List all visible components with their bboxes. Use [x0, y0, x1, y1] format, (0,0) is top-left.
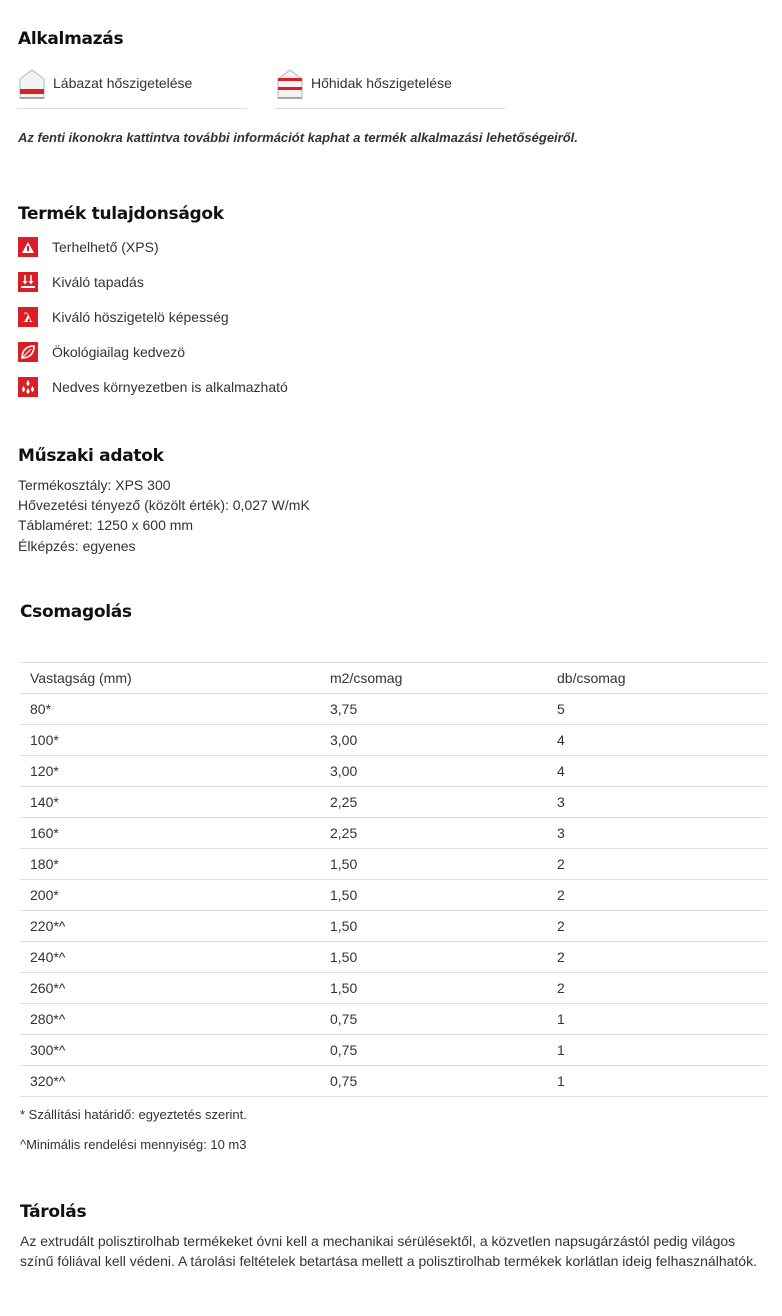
cell-m2: 1,50 — [320, 880, 547, 911]
property-label: Kiváló tapadás — [52, 274, 144, 290]
cell-thickness: 300*^ — [20, 1035, 320, 1066]
section-title-application: Alkalmazás — [18, 29, 124, 49]
load-bearing-icon — [18, 237, 38, 257]
cell-m2: 2,25 — [320, 818, 547, 849]
table-row — [20, 880, 767, 911]
column-header-thickness: Vastagság (mm) — [20, 663, 320, 694]
section-title-technical: Műszaki adatok — [18, 446, 164, 466]
property-label: Ökológiailag kedvezö — [52, 344, 186, 360]
table-row — [20, 911, 767, 942]
cell-m2: 1,50 — [320, 942, 547, 973]
cell-pcs: 3 — [547, 818, 767, 849]
cell-m2: 3,00 — [320, 725, 547, 756]
cell-pcs: 5 — [547, 694, 767, 725]
cell-m2: 3,00 — [320, 756, 547, 787]
cell-m2: 0,75 — [320, 1035, 547, 1066]
cell-thickness: 120* — [20, 756, 320, 787]
application-item-thermal-bridge[interactable] — [275, 65, 505, 109]
cell-m2: 0,75 — [320, 1004, 547, 1035]
cell-pcs: 2 — [547, 880, 767, 911]
section-title-storage: Tárolás — [20, 1202, 87, 1222]
cell-pcs: 4 — [547, 756, 767, 787]
cell-thickness: 280*^ — [20, 1004, 320, 1035]
section-title-packaging: Csomagolás — [20, 602, 132, 622]
property-label: Kiváló höszigetelö képesség — [52, 309, 229, 325]
thermal-bridge-insulation-icon — [275, 67, 305, 101]
cell-pcs: 3 — [547, 787, 767, 818]
spec-product-class: Termékosztály: XPS 300 — [18, 477, 171, 493]
cell-thickness: 100* — [20, 725, 320, 756]
water-drops-icon — [18, 377, 38, 397]
cell-m2: 1,50 — [320, 849, 547, 880]
cell-m2: 1,50 — [320, 911, 547, 942]
lambda-icon — [18, 307, 38, 327]
cell-thickness: 240*^ — [20, 942, 320, 973]
cell-pcs: 1 — [547, 1066, 767, 1097]
footnote-delivery: * Szállítási határidő: egyeztetés szerint. — [20, 1107, 247, 1122]
application-item-plinth[interactable] — [17, 65, 247, 109]
property-label: Terhelhető (XPS) — [52, 239, 159, 255]
cell-thickness: 160* — [20, 818, 320, 849]
section-title-properties: Termék tulajdonságok — [18, 204, 224, 224]
svg-text:λ: λ — [23, 311, 33, 326]
application-note: Az fenti ikonokra kattintva további információt kaphat a termék alkalmazási lehetőségeiről. — [18, 130, 578, 145]
cell-pcs: 1 — [547, 1035, 767, 1066]
application-item-label: Lábazat hőszigetelése — [53, 75, 193, 91]
property-label: Nedves környezetben is alkalmazható — [52, 379, 288, 395]
cell-pcs: 2 — [547, 911, 767, 942]
column-header-pcs-per-pack: db/csomag — [547, 663, 767, 694]
spec-thermal-conductivity: Hővezetési tényező (közölt érték): 0,027 W/mK — [18, 497, 310, 513]
cell-pcs: 4 — [547, 725, 767, 756]
table-row — [20, 725, 767, 756]
column-header-m2-per-pack: m2/csomag — [320, 663, 547, 694]
leaf-icon — [18, 342, 38, 362]
cell-thickness: 180* — [20, 849, 320, 880]
cell-m2: 3,75 — [320, 694, 547, 725]
table-row — [20, 787, 767, 818]
cell-thickness: 80* — [20, 694, 320, 725]
spec-edge: Élképzés: egyenes — [18, 538, 136, 554]
cell-thickness: 220*^ — [20, 911, 320, 942]
cell-thickness: 200* — [20, 880, 320, 911]
table-row — [20, 694, 767, 725]
storage-text: Az extrudált polisztirolhab termékeket óvni kell a mechanikai sérülésektől, a közvetlen napsugárzástól pedig világos színű fóliával kell védeni. A tárolási feltételek betartása mellett a polisztirolhab termékek korlátlan ideig felhasználhatók. — [20, 1233, 757, 1269]
cell-thickness: 260*^ — [20, 973, 320, 1004]
adhesion-icon — [18, 272, 38, 292]
table-row — [20, 1004, 767, 1035]
plinth-insulation-icon — [17, 67, 47, 101]
cell-m2: 0,75 — [320, 1066, 547, 1097]
table-row — [20, 973, 767, 1004]
table-row — [20, 818, 767, 849]
cell-pcs: 2 — [547, 942, 767, 973]
footnote-min-order: ^Minimális rendelési mennyiség: 10 m3 — [20, 1137, 247, 1152]
table-row — [20, 756, 767, 787]
table-row — [20, 942, 767, 973]
cell-thickness: 320*^ — [20, 1066, 320, 1097]
cell-pcs: 1 — [547, 1004, 767, 1035]
application-item-label: Hőhidak hőszigetelése — [311, 75, 452, 91]
packaging-table — [20, 662, 767, 1097]
cell-m2: 1,50 — [320, 973, 547, 1004]
spec-board-size: Táblaméret: 1250 x 600 mm — [18, 517, 194, 533]
cell-pcs: 2 — [547, 973, 767, 1004]
cell-pcs: 2 — [547, 849, 767, 880]
table-row — [20, 849, 767, 880]
cell-thickness: 140* — [20, 787, 320, 818]
cell-m2: 2,25 — [320, 787, 547, 818]
table-row — [20, 1066, 767, 1097]
table-header-row — [20, 663, 767, 694]
table-row — [20, 1035, 767, 1066]
